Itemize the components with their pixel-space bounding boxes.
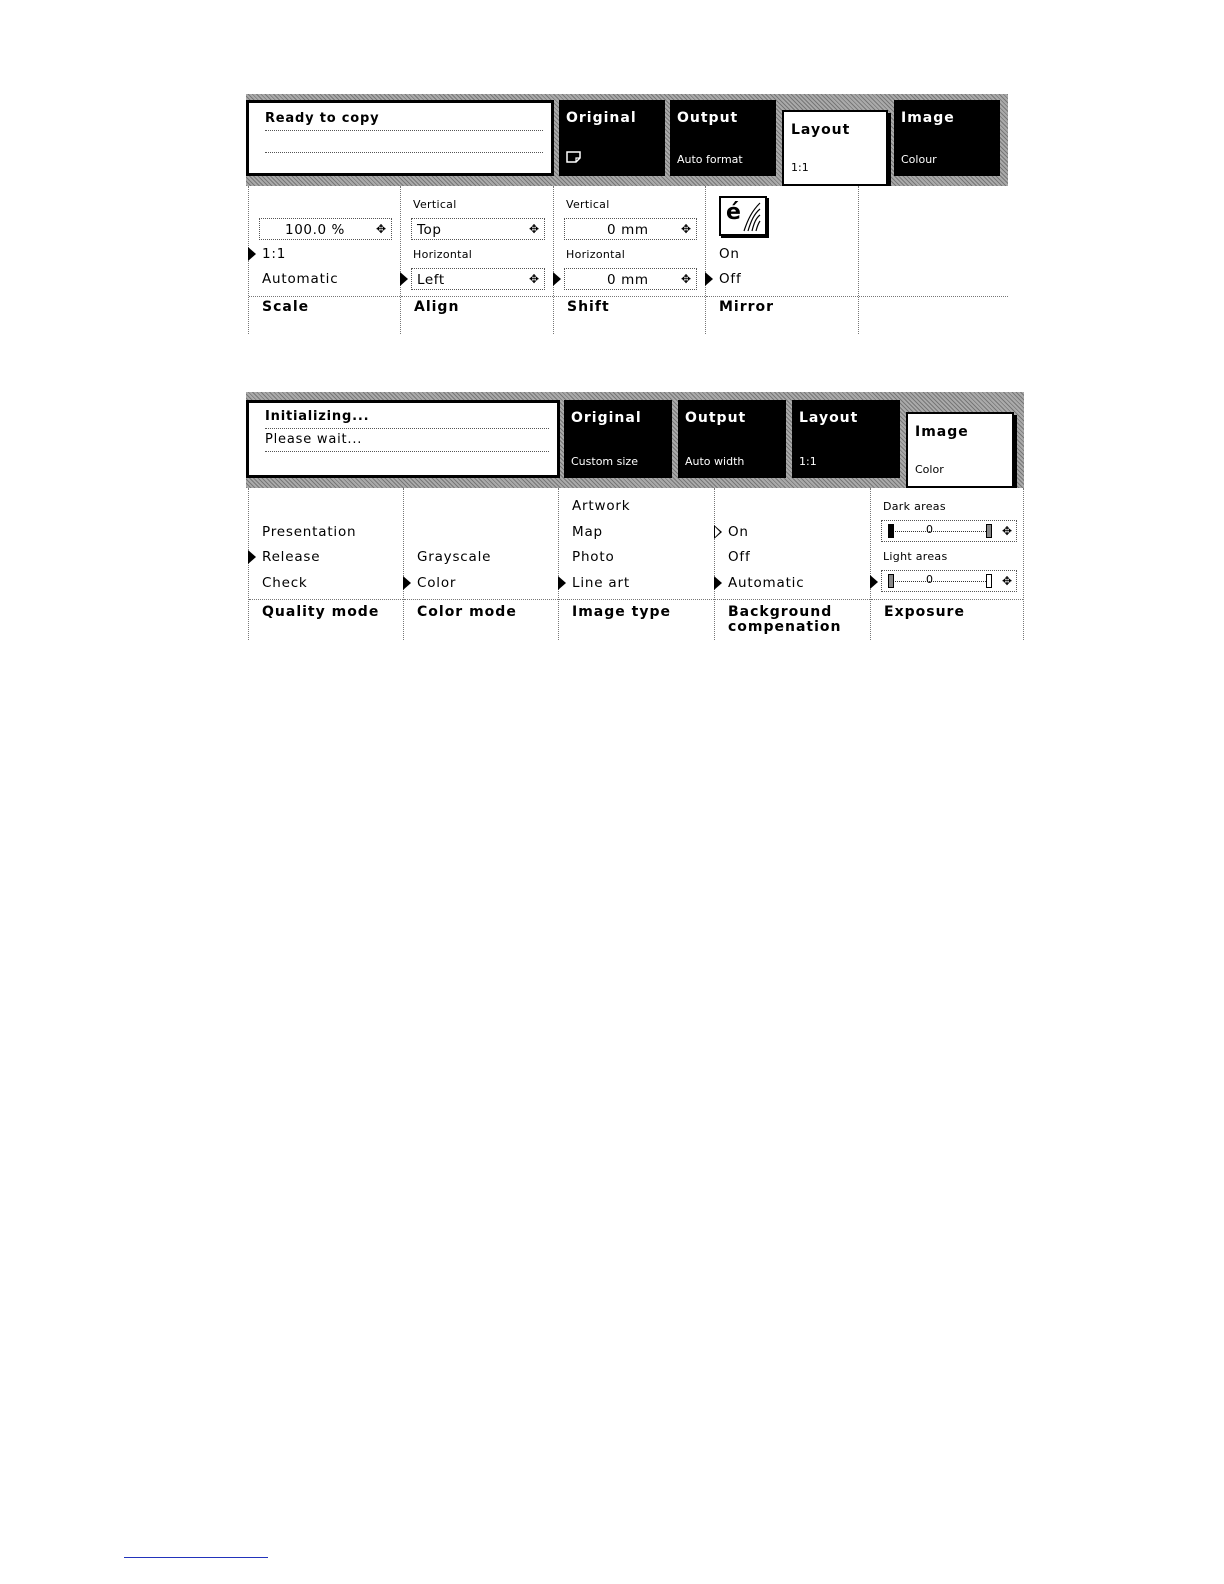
scale-option-automatic[interactable]: Automatic (262, 271, 339, 287)
selector-arrow (248, 247, 256, 261)
background-label-line-1: Background (728, 604, 833, 620)
image-type-label: Image type (572, 604, 671, 620)
tab-image-sub: Colour (901, 153, 937, 166)
mirror-option-on[interactable]: On (719, 246, 740, 262)
shift-vertical-label: Vertical (566, 198, 610, 211)
tab-output[interactable] (678, 400, 786, 478)
copier-panel-image (246, 392, 1024, 640)
shift-label: Shift (567, 299, 610, 315)
scale-column (248, 186, 400, 334)
mirror-icon-letter: é (726, 200, 741, 225)
tab-image[interactable] (906, 412, 1014, 488)
tab-image-title: Image (901, 110, 955, 126)
tab-layout-sub: 1:1 (791, 161, 809, 174)
status-line-2: Please wait... (265, 432, 549, 452)
align-horizontal-field[interactable] (411, 268, 545, 290)
panel-header (246, 392, 1024, 488)
quality-option-presentation[interactable]: Presentation (262, 524, 357, 540)
scale-option-1-1[interactable]: 1:1 (262, 246, 287, 262)
shift-vertical-field[interactable] (564, 218, 697, 240)
scale-field[interactable] (259, 218, 392, 240)
status-line-2 (265, 133, 543, 153)
background-option-automatic[interactable]: Automatic (728, 575, 805, 591)
mirror-option-off[interactable]: Off (719, 271, 742, 287)
image-type-option-photo[interactable]: Photo (572, 549, 615, 565)
tab-output[interactable] (670, 100, 776, 176)
dark-areas-slider[interactable] (881, 520, 1017, 542)
color-option-color[interactable]: Color (417, 575, 457, 591)
tab-image-sub: Color (915, 463, 944, 476)
shift-column (553, 186, 705, 334)
selector-arrow (558, 576, 566, 590)
shift-horizontal-field[interactable] (564, 268, 697, 290)
tab-layout[interactable] (782, 110, 888, 186)
selector-arrow (553, 272, 561, 286)
paper-icon (566, 151, 582, 166)
scale-label: Scale (262, 299, 310, 315)
light-areas-value: 0 (926, 573, 933, 586)
selector-arrow (400, 272, 408, 286)
image-type-option-line-art[interactable]: Line art (572, 575, 630, 591)
align-horizontal-label: Horizontal (413, 248, 473, 261)
tab-layout-sub: 1:1 (799, 455, 817, 468)
exposure-column (870, 488, 1024, 640)
align-horizontal-value: Left (417, 272, 445, 288)
color-mode-label: Color mode (417, 604, 517, 620)
light-areas-label: Light areas (883, 550, 948, 563)
move-arrows-icon: ✥ (680, 222, 691, 236)
status-line-1: Initializing... (265, 409, 549, 429)
move-arrows-icon: ✥ (375, 222, 386, 236)
tab-original-title: Original (571, 410, 642, 426)
move-arrows-icon: ✥ (528, 272, 539, 286)
color-mode-column (403, 488, 558, 640)
quality-option-release[interactable]: Release (262, 549, 321, 565)
selector-arrow (714, 576, 722, 590)
image-type-column (558, 488, 714, 640)
scale-value: 100.0 % (285, 222, 345, 238)
background-option-on[interactable]: On (728, 524, 749, 540)
slider-left-handle[interactable] (888, 574, 894, 588)
hollow-selector-arrow (714, 525, 722, 539)
slider-right-handle[interactable] (986, 524, 992, 538)
mirror-label: Mirror (719, 299, 775, 315)
tab-output-title: Output (685, 410, 747, 426)
tab-layout-title: Layout (799, 410, 859, 426)
exposure-label: Exposure (884, 604, 965, 620)
background-label-line-2: compenation (728, 619, 842, 635)
slider-right-handle[interactable] (986, 574, 992, 588)
align-vertical-field[interactable] (411, 218, 545, 240)
selector-arrow (870, 575, 878, 589)
align-vertical-label: Vertical (413, 198, 457, 211)
align-label: Align (414, 299, 460, 315)
empty-column (858, 186, 1008, 334)
tab-original[interactable] (564, 400, 672, 478)
selector-arrow (705, 272, 713, 286)
panel-body (246, 488, 1024, 640)
selector-arrow (248, 550, 256, 564)
tab-image-title: Image (915, 424, 969, 440)
tab-original[interactable] (559, 100, 665, 176)
status-box (246, 400, 560, 478)
move-arrows-icon: ✥ (528, 222, 539, 236)
align-column (400, 186, 553, 334)
move-arrows-icon: ✥ (680, 272, 691, 286)
status-line-1: Ready to copy (265, 111, 543, 131)
shift-horizontal-label: Horizontal (566, 248, 626, 261)
quality-mode-column (248, 488, 403, 640)
tab-output-sub: Auto format (677, 153, 743, 166)
dark-areas-value: 0 (926, 523, 933, 536)
tab-layout[interactable] (792, 400, 900, 478)
status-box (246, 100, 554, 176)
image-type-option-map[interactable]: Map (572, 524, 603, 540)
dark-areas-label: Dark areas (883, 500, 946, 513)
tab-original-sub: Custom size (571, 455, 638, 468)
shift-horizontal-value: 0 mm (607, 272, 649, 288)
background-option-off[interactable]: Off (728, 549, 751, 565)
tab-original-title: Original (566, 110, 637, 126)
tab-output-sub: Auto width (685, 455, 745, 468)
background-column (714, 488, 870, 640)
mirror-icon (719, 196, 767, 236)
light-areas-slider[interactable] (881, 570, 1017, 592)
selector-arrow (403, 576, 411, 590)
move-arrows-icon: ✥ (1001, 574, 1012, 588)
slider-left-handle[interactable] (888, 524, 894, 538)
footnote-rule (124, 1557, 268, 1558)
shift-vertical-value: 0 mm (607, 222, 649, 238)
color-option-grayscale[interactable]: Grayscale (417, 549, 492, 565)
panel-body (246, 186, 1008, 334)
quality-mode-label: Quality mode (262, 604, 380, 620)
move-arrows-icon: ✥ (1001, 524, 1012, 538)
tab-image[interactable] (894, 100, 1000, 176)
copier-panel-layout (246, 94, 1008, 334)
align-vertical-value: Top (417, 222, 442, 238)
mirror-column (705, 186, 858, 334)
panel-header (246, 94, 1008, 186)
image-type-option-artwork[interactable]: Artwork (572, 498, 631, 514)
tab-output-title: Output (677, 110, 739, 126)
quality-option-check[interactable]: Check (262, 575, 308, 591)
tab-layout-title: Layout (791, 122, 851, 138)
